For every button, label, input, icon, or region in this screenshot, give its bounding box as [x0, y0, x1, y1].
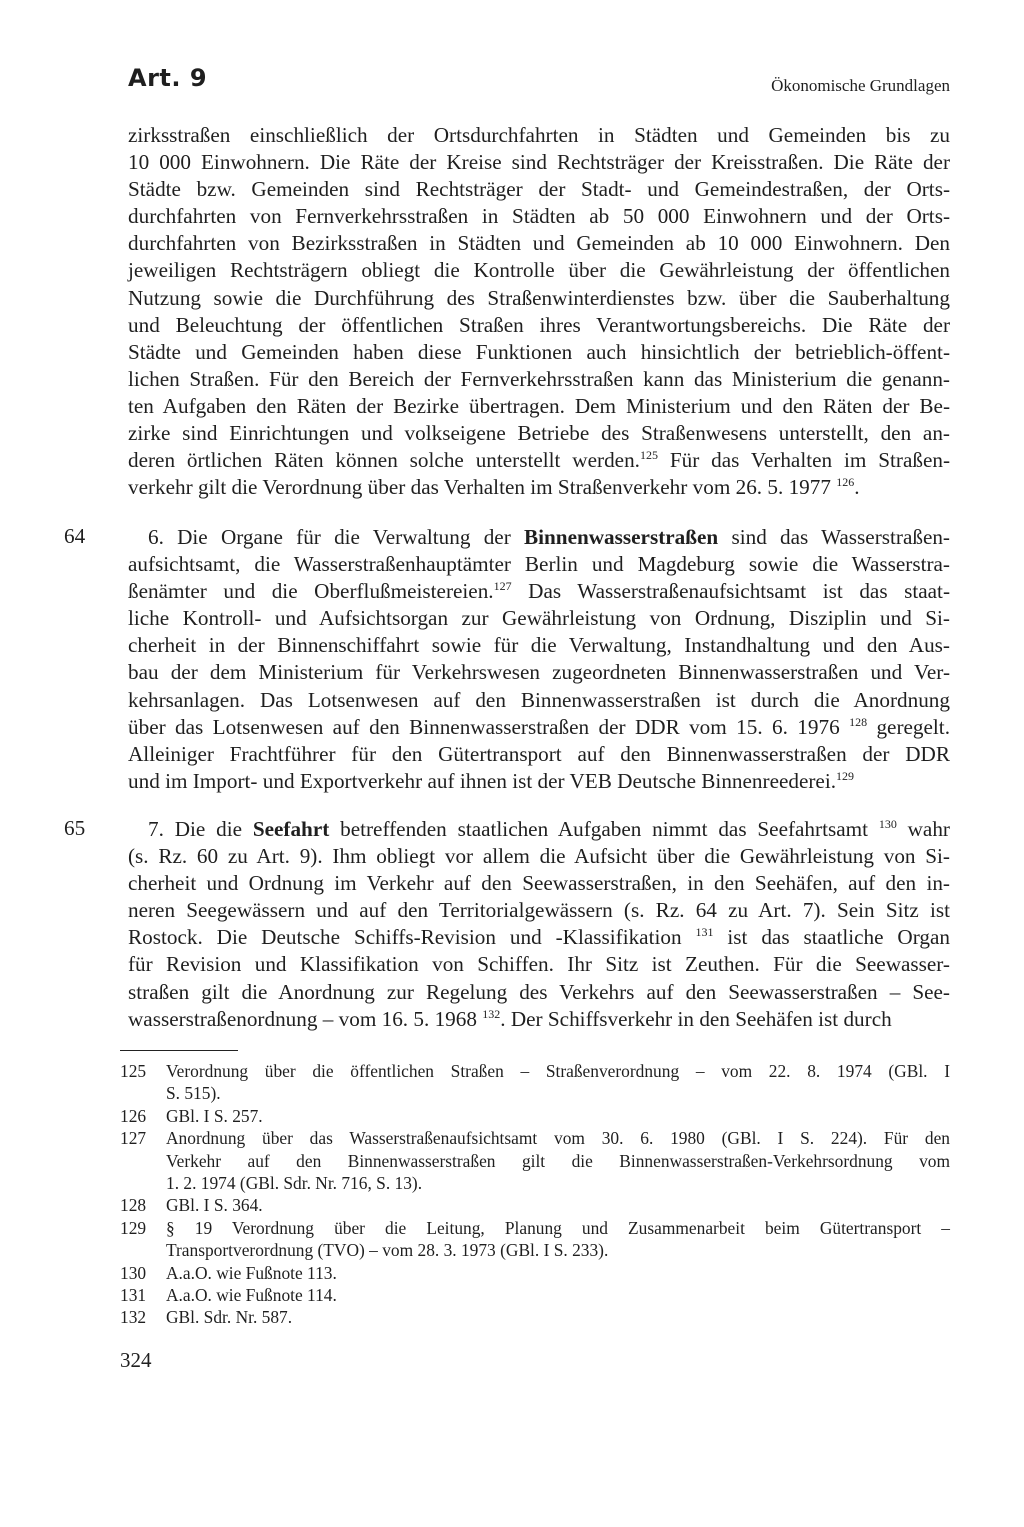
text-line — [128, 257, 950, 284]
footnote-number: 130 — [120, 1262, 147, 1283]
article-heading: Art. 9 — [128, 64, 208, 92]
footnote-line: § 19 Verordnung über die Leitung, Planung und Zusammenarbeit beim Gütertransport – — [166, 1217, 950, 1238]
footnote-text — [166, 1217, 950, 1262]
text-segment: Alleiniger Frachtführer für den Gütertransport auf den Binnenwasserstraßen der DDR — [128, 741, 950, 766]
footnote-number: 131 — [120, 1285, 147, 1306]
footnote-text — [166, 1194, 950, 1216]
text-line — [128, 420, 950, 447]
text-segment: ten Aufgaben den Räten der Bezirke übertragen. Dem Ministerium und den Räten der Be- — [128, 393, 950, 418]
text-segment: . Der Schiffsverkehr in den Seehäfen ist durch — [500, 1006, 892, 1031]
text-line — [128, 687, 950, 714]
text-line — [128, 393, 950, 420]
text-segment: Für das Verhalten im Straßen- — [657, 448, 951, 473]
text-segment: Rostock. Die Deutsche Schiffs-Revision und -Klassifikation — [128, 925, 696, 950]
footnotes — [120, 1060, 950, 1329]
text-segment: durchfahrten von Fernverkehrsstraßen in Städten ab 50 000 Einwohnern und der Orts- — [128, 204, 950, 229]
footnote — [120, 1284, 950, 1306]
footnote-text — [166, 1262, 950, 1284]
footnote-line: GBl. Sdr. Nr. 587. — [166, 1307, 293, 1328]
text-line — [128, 447, 950, 474]
footnote — [120, 1105, 950, 1127]
text-segment: bau der dem Ministerium für Verkehrswesen zugeordneten Binnenwasserstraßen und Ver- — [128, 660, 950, 685]
text-line — [128, 632, 950, 659]
footnote-line: Transportverordnung (TVO) – vom 28. 3. 1973 (GBl. I S. 233). — [166, 1240, 609, 1261]
text-segment: wahr — [896, 817, 950, 841]
text-line — [128, 1006, 950, 1033]
text-segment: 7. Die die — [148, 817, 253, 841]
text-line — [128, 203, 950, 230]
text-segment: zirksstraßen einschließlich der Ortsdurchfahrten in Städten und Gemeinden bis zu — [128, 123, 950, 147]
text-line — [128, 474, 950, 501]
margin-number-65: 65 — [64, 816, 86, 840]
footnote — [120, 1194, 950, 1216]
text-segment: cherheit und Ordnung im Verkehr auf den Seewasserstraßen, in den Seehäfen, auf den in- — [128, 871, 950, 896]
text-line — [128, 230, 950, 257]
text-segment: liche Kontroll- und Aufsichtsorgan zur Gewährleistung von Ordnung, Disziplin und Si- — [128, 606, 950, 631]
text-segment: aufsichtsamt, die Wasserstraßenhauptämter Berlin und Magdeburg sowie die Wasserstra- — [128, 552, 950, 577]
text-segment: wasserstraßenordnung – vom 16. 5. 1968 — [128, 1006, 483, 1031]
footnote-reference: 127 — [493, 579, 512, 594]
text-segment: lichen Straßen. Für den Bereich der Fernverkehrsstraßen kann das Ministerium die genann- — [128, 366, 950, 391]
text-line — [128, 122, 950, 149]
text-segment: durchfahrten von Bezirksstraßen in Städten und Gemeinden ab 10 000 Einwohnern. Den — [128, 231, 950, 256]
text-segment: . — [854, 475, 860, 500]
text-line — [128, 312, 950, 339]
footnote-line: Verordnung über die öffentlichen Straßen – Straßenverordnung – vom 22. 8. 1974 (GBl. I — [166, 1061, 950, 1081]
text-segment: geregelt. — [867, 714, 950, 739]
text-line — [128, 924, 950, 951]
footnote-number: 129 — [120, 1217, 147, 1238]
text-segment: 6. Die Organe für die Verwaltung der — [148, 525, 524, 549]
text-line — [128, 524, 950, 551]
footnote-text — [166, 1127, 950, 1194]
footnote — [120, 1060, 950, 1105]
text-segment: ßenämter und die Oberflußmeistereien. — [128, 579, 494, 604]
text-segment: neren Seegewässern und auf den Territorialgewässern (s. Rz. 64 zu Art. 7). Sein Sitz ist — [128, 898, 950, 923]
text-line — [128, 870, 950, 897]
footnote-reference: 128 — [849, 714, 868, 729]
text-line — [128, 339, 950, 366]
text-segment: und Beleuchtung der öffentlichen Straßen ihres Verantwortungsbereichs. Die Räte der — [128, 312, 950, 337]
text-segment: 10 000 Einwohnern. Die Räte der Kreise sind Rechtsträger der Kreisstraßen. Die Räte der — [128, 150, 950, 175]
text-segment: cherheit in der Binnenschiffahrt sowie für die Verwaltung, Instandhaltung und den Aus- — [128, 633, 950, 658]
footnote — [120, 1306, 950, 1328]
footnote-number: 128 — [120, 1195, 147, 1216]
text-line — [128, 605, 950, 632]
paragraph-seefahrt — [128, 816, 950, 1033]
text-segment: jeweiligen Rechtsträgern obliegt die Kontrolle über die Gewährleistung der öffentlichen — [128, 258, 950, 283]
footnote-number: 125 — [120, 1061, 147, 1081]
text-segment: zirke sind Einrichtungen und volkseigene Betriebe des Straßenwesens unterstellt, den an- — [128, 421, 950, 446]
footnote — [120, 1262, 950, 1284]
text-line — [128, 951, 950, 978]
paragraph-binnenwasserstrassen — [128, 524, 950, 795]
footnote — [120, 1217, 950, 1262]
footnote-reference: 126 — [836, 475, 855, 490]
text-segment: (s. Rz. 60 zu Art. 9). Ihm obliegt vor allem die Aufsicht über die Gewährleistung von Si- — [128, 844, 950, 869]
text-line — [128, 578, 950, 605]
text-segment: straßen gilt die Anordnung zur Regelung des Verkehrs auf den Seewasserstraßen – See- — [128, 979, 950, 1004]
text-line — [128, 816, 950, 843]
text-segment: sind das Wasserstraßen- — [718, 525, 950, 549]
text-segment: verkehr gilt die Verordnung über das Verhalten im Straßenverkehr vom 26. 5. 1977 — [128, 475, 837, 500]
footnote-reference: 132 — [482, 1006, 501, 1021]
footnote-text — [166, 1306, 950, 1328]
text-segment: Städte bzw. Gemeinden sind Rechtsträger der Stadt- und Gemeindestraßen, der Orts- — [128, 177, 950, 202]
text-segment: ist das staatliche Organ — [713, 925, 950, 950]
text-line — [128, 149, 950, 176]
footnote-line: Verkehr auf den Binnenwasserstraßen gilt die Binnenwasserstraßen-Verkehrsordnung vom — [166, 1150, 950, 1171]
footnote-reference: 131 — [695, 925, 714, 940]
footnote-text — [166, 1060, 950, 1105]
text-line — [128, 979, 950, 1006]
footnote-number: 126 — [120, 1105, 147, 1126]
text-segment: betreffenden staatlichen Aufgaben nimmt das Seefahrtsamt — [329, 817, 879, 841]
footnote — [120, 1127, 950, 1194]
text-segment: für Revision und Klassifikation von Schiffen. Ihr Sitz ist Zeuthen. Für die Seewasser- — [128, 952, 950, 977]
text-line — [128, 714, 950, 741]
text-line — [128, 659, 950, 686]
text-segment: Nutzung sowie die Durchführung des Straßenwinterdienstes bzw. über die Sauberhaltung — [128, 285, 950, 310]
text-segment: und im Import- und Exportverkehr auf ihnen ist der VEB Deutsche Binnenreederei. — [128, 768, 837, 793]
footnote-text — [166, 1284, 950, 1306]
keyword: Binnenwasserstraßen — [523, 525, 719, 549]
footnote-reference: 125 — [639, 448, 658, 463]
running-header: Ökonomische Grundlagen — [771, 76, 950, 95]
page-number: 324 — [120, 1348, 152, 1372]
text-segment: Städte und Gemeinden haben diese Funktionen auch hinsichtlich der betrieblich-öffent- — [128, 339, 950, 364]
margin-number-64: 64 — [64, 524, 86, 548]
footnote-line: S. 515). — [166, 1083, 221, 1104]
text-segment: über das Lotsenwesen auf den Binnenwasserstraßen der DDR vom 15. 6. 1976 — [128, 714, 850, 739]
text-line — [128, 285, 950, 312]
paragraph-continuation — [128, 122, 950, 501]
keyword: Seefahrt — [252, 817, 330, 841]
text-line — [128, 843, 950, 870]
text-line — [128, 176, 950, 203]
text-line — [128, 551, 950, 578]
footnote-line: A.a.O. wie Fußnote 113. — [166, 1262, 337, 1283]
footnote-rule — [120, 1050, 238, 1051]
footnote-number: 127 — [120, 1128, 147, 1149]
text-segment: Das Wasserstraßenaufsichtsamt ist das staat- — [511, 579, 951, 604]
footnote-reference: 129 — [836, 768, 855, 783]
footnote-line: Anordnung über das Wasserstraßenaufsichtsamt vom 30. 6. 1980 (GBl. I S. 224). Für den — [166, 1128, 950, 1149]
footnote-line: A.a.O. wie Fußnote 114. — [166, 1285, 337, 1306]
footnote-text — [166, 1105, 950, 1127]
text-line — [128, 366, 950, 393]
text-line — [128, 768, 950, 795]
text-segment: deren örtlichen Räten können solche unterstellt werden. — [128, 448, 640, 473]
text-line — [128, 897, 950, 924]
footnote-line: GBl. I S. 364. — [166, 1195, 263, 1216]
text-line — [128, 741, 950, 768]
footnote-number: 132 — [120, 1307, 147, 1328]
footnote-line: GBl. I S. 257. — [166, 1105, 263, 1126]
footnote-reference: 130 — [878, 817, 897, 831]
text-segment: kehrsanlagen. Das Lotsenwesen auf den Binnenwasserstraßen ist durch die Anordnung — [128, 687, 950, 712]
footnote-line: 1. 2. 1974 (GBl. Sdr. Nr. 716, S. 13). — [166, 1173, 423, 1194]
